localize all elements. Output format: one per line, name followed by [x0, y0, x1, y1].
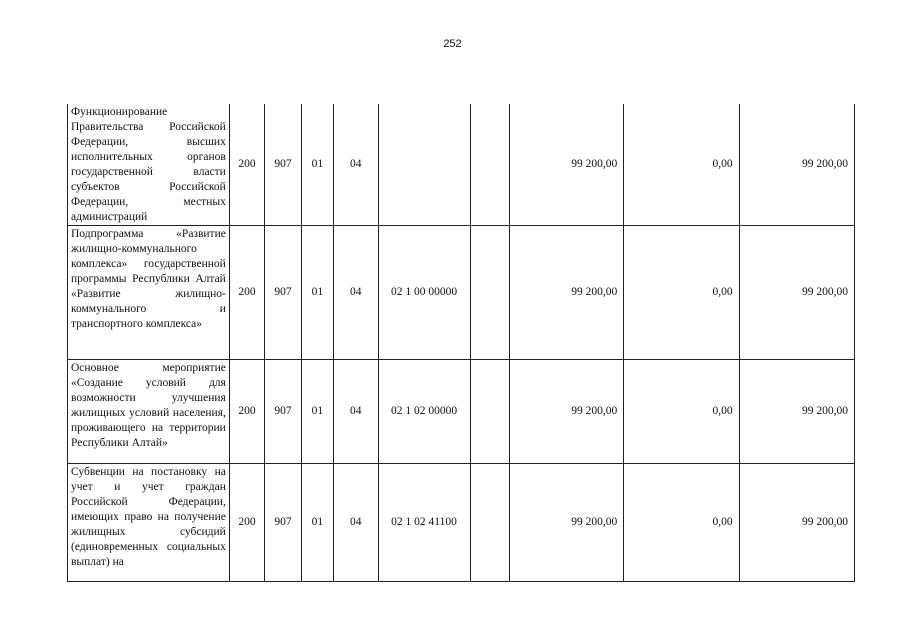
admin-code: 200: [229, 360, 264, 464]
table-row: [68, 226, 855, 360]
row-name: Функционирование Правительства Российской Федерации, высших исполнительных органов государственной власти субъектов Российской Федерации, местных администраций: [68, 104, 230, 226]
total-amount: 99 200,00: [509, 464, 623, 582]
row-name: Основное мероприятие «Создание условий для возможности улучшения жилищных условий населения, проживающего на территории Республики Алтай»: [68, 360, 230, 464]
section-code: 01: [301, 226, 333, 360]
ministry-code: 907: [265, 464, 301, 582]
regional-amount: 99 200,00: [739, 464, 854, 582]
total-amount: 99 200,00: [509, 104, 623, 226]
section-code: 01: [301, 464, 333, 582]
total-amount: 99 200,00: [509, 360, 623, 464]
section-code: 01: [301, 360, 333, 464]
expense-type: [470, 104, 509, 226]
target-article: 02 1 02 41100: [378, 464, 470, 582]
table-row: [68, 464, 855, 582]
ministry-code: 907: [265, 104, 301, 226]
target-article: 02 1 02 00000: [378, 360, 470, 464]
admin-code: 200: [229, 226, 264, 360]
federal-amount: 0,00: [624, 360, 739, 464]
target-article: [378, 104, 470, 226]
subsection-code: 04: [334, 360, 379, 464]
page-number: 252: [443, 38, 462, 50]
expense-type: [470, 464, 509, 582]
federal-amount: 0,00: [624, 464, 739, 582]
regional-amount: 99 200,00: [739, 226, 854, 360]
federal-amount: 0,00: [624, 104, 739, 226]
budget-table: [67, 104, 855, 582]
ministry-code: 907: [265, 360, 301, 464]
target-article: 02 1 00 00000: [378, 226, 470, 360]
ministry-code: 907: [265, 226, 301, 360]
total-amount: 99 200,00: [509, 226, 623, 360]
section-code: 01: [301, 104, 333, 226]
row-name: Подпрограмма «Развитие жилищно-коммунального комплекса» государственной программы Республики Алтай «Развитие жилищно-коммунального и транспортного комплекса»: [68, 226, 230, 360]
table-row: [68, 104, 855, 226]
regional-amount: 99 200,00: [739, 104, 854, 226]
subsection-code: 04: [334, 464, 379, 582]
admin-code: 200: [229, 104, 264, 226]
subsection-code: 04: [334, 226, 379, 360]
federal-amount: 0,00: [624, 226, 739, 360]
table-row: [68, 360, 855, 464]
expense-type: [470, 360, 509, 464]
regional-amount: 99 200,00: [739, 360, 854, 464]
expense-type: [470, 226, 509, 360]
admin-code: 200: [229, 464, 264, 582]
subsection-code: 04: [334, 104, 379, 226]
row-name: Субвенции на постановку на учет и учет граждан Российской Федерации, имеющих право на получение жилищных субсидий (единовременных социальных выплат) на: [68, 464, 230, 582]
